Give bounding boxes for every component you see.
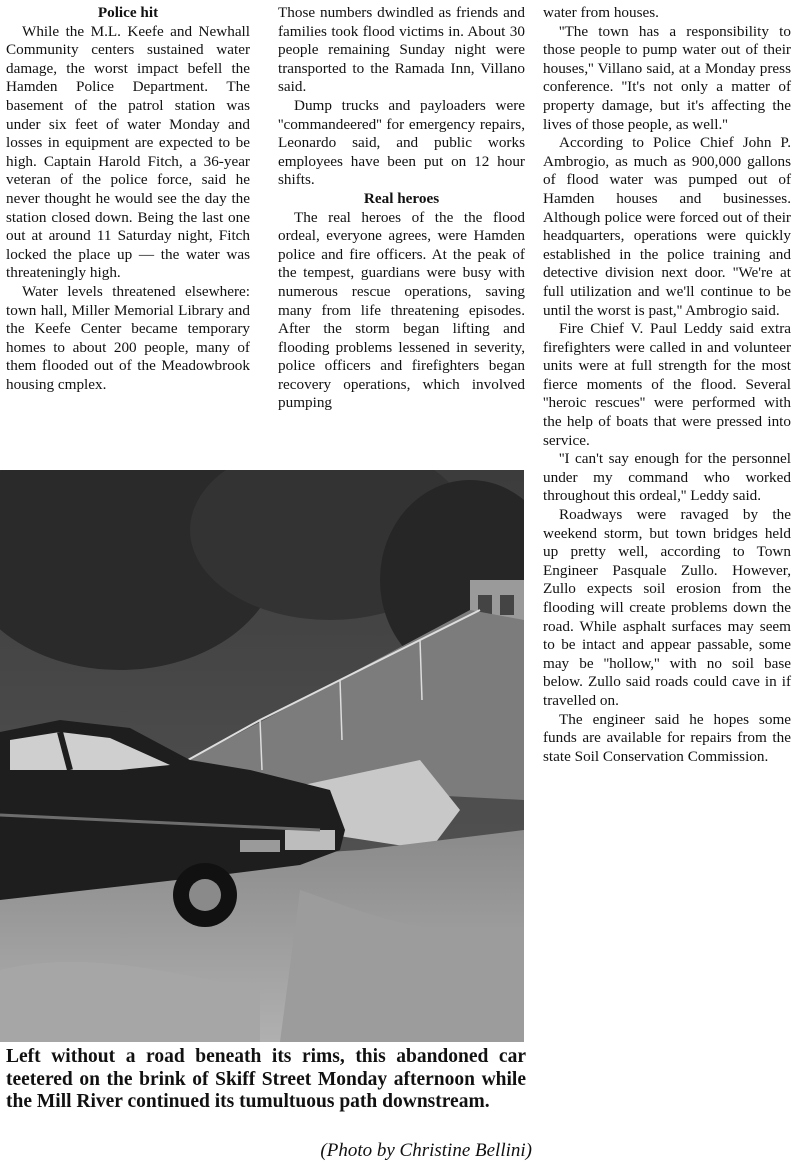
photo-caption: Left without a road beneath its rims, this abandoned car teetered on the brink of Skiff Street Monday afternoon while the Mill River continued its tumultuous path downstream. bbox=[6, 1046, 526, 1112]
paragraph: Water levels threatened elsewhere: town hall, Miller Memorial Library and the Keefe Center became temporary homes to about 200 people, many of them flooded out of the Meadowbrook housing cmplex. bbox=[6, 282, 250, 393]
paragraph: Those numbers dwindled as friends and families took flood victims in. About 30 people remaining Sunday night were transported to the Ramada Inn, Villano said. bbox=[278, 4, 525, 96]
paragraph: Roadways were ravaged by the weekend storm, but town bridges held up pretty well, according to Town Engineer Pasquale Zullo. However, Zullo expects soil erosion from the flooding will create problems down the road. While asphalt surfaces may seem to be intact and appear passable, some may be ''hollow,'' with no soil base below. Zullo said roads could cave in if travelled on. bbox=[543, 506, 791, 709]
subheading-real-heroes: Real heroes bbox=[363, 189, 440, 207]
article-column-1 bbox=[6, 4, 250, 394]
article-column-3 bbox=[543, 4, 791, 766]
paragraph: Fire Chief V. Paul Leddy said extra firefighters were called in and volunteer units were at full strength for the most fierce moments of the flood. Several ''heroic rescues'' were performed with the help of boats that were pressed into service. bbox=[543, 320, 791, 449]
flood-car-photo bbox=[0, 470, 524, 1042]
paragraph: While the M.L. Keefe and Newhall Community centers sustained water damage, the worst impact befell the Hamden Police Department. The basement of the patrol station was under six feet of water Monday and losses in equipment are expected to be high. Captain Harold Fitch, a 36-year veteran of the police force, said he never thought he would see the day the station closed down. Being the last one out at around 11 Saturday night, Fitch locked the place up — the water was threateningly high. bbox=[6, 22, 250, 282]
article-column-2 bbox=[278, 4, 525, 413]
paragraph: ''The town has a responsibility to those people to pump water out of their houses,'' Villano said, at a Monday press conference. ''It's not only a matter of property damage, but it's affecting the lives of those people, as well.'' bbox=[543, 22, 791, 133]
news-photo bbox=[0, 470, 524, 1042]
photo-credit: (Photo by Christine Bellini) bbox=[320, 1140, 532, 1161]
paragraph: The real heroes of the the flood ordeal, everyone agrees, were Hamden police and fire officers. At the peak of the tempest, guardians were busy with numerous rescue operations, saving many from life threatening episodes. After the storm began lifting and flooding problems lessened in severity, police officers and firefighters began recovery operations, which involved pumping bbox=[278, 208, 525, 412]
paragraph: The engineer said he hopes some funds are available for repairs from the state Soil Conservation Commission. bbox=[543, 710, 791, 765]
paragraph: Dump trucks and payloaders were ''commandeered'' for emergency repairs, Leonardo said, and public works employees have been put on 12 hour shifts. bbox=[278, 96, 525, 189]
subheading-police-hit: Police hit bbox=[97, 4, 159, 21]
paragraph: According to Police Chief John P. Ambrogio, as much as 900,000 gallons of flood water was pumped out of Hamden houses and businesses. Although police were forced out of their headquarters, operations were quickly established in the police training and detective division next door. ''We're at full utilization and we'll continue to be until the worst is past,'' Ambrogio said. bbox=[543, 134, 791, 319]
paragraph: ''I can't say enough for the personnel under my command who worked throughout this ordeal,'' Leddy said. bbox=[543, 450, 791, 505]
paragraph: water from houses. bbox=[543, 4, 659, 21]
